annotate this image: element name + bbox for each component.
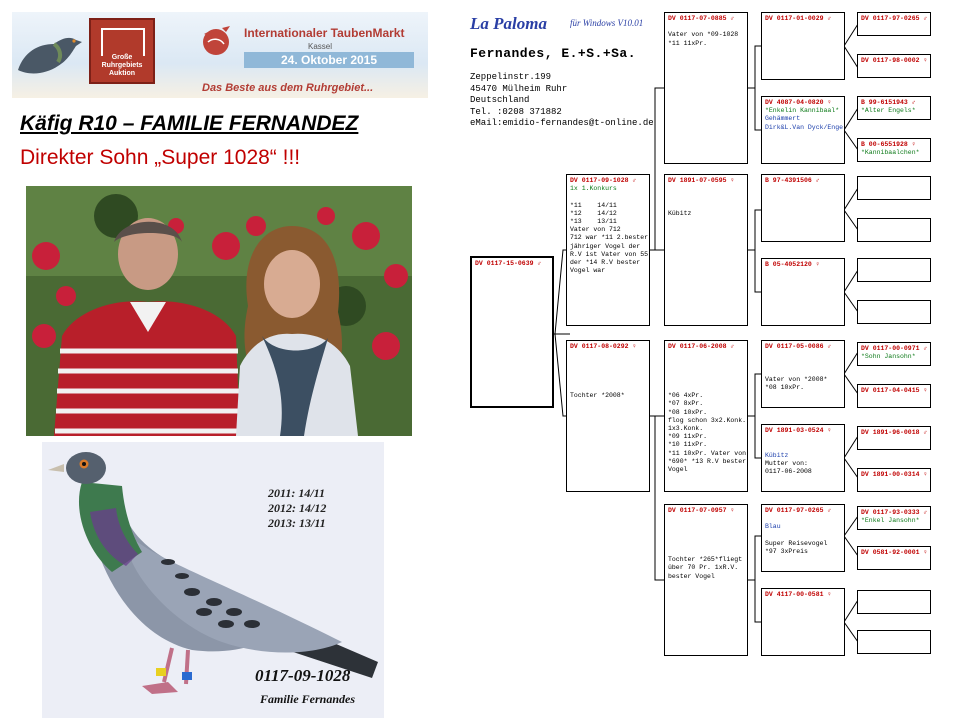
pedigree-box-subject: [470, 256, 554, 408]
pedigree-software-version: für Windows V10.01: [570, 18, 644, 28]
pedigree-note: [570, 193, 646, 201]
pedigree-note: [668, 515, 744, 523]
pigeon-ring-number: 0117-09-1028: [255, 666, 351, 685]
pedigree-note: jähriger Vogel der: [570, 242, 641, 250]
address-line: Tel. :0208 371882: [470, 106, 562, 117]
pedigree-note: [765, 351, 841, 359]
cage-heading: Käfig R10 – FAMILIE FERNANDEZ: [20, 112, 359, 135]
pedigree-note: *690* *13 R.V bester: [668, 457, 747, 465]
ring-number: DV 0117-15-0639 ♂: [475, 260, 542, 267]
ring-number: DV 4087-04-0820 ♀: [765, 99, 832, 106]
banner-date: 24. Oktober 2015: [244, 52, 414, 68]
pedigree-note: [668, 523, 744, 531]
pedigree-note: Dirk&L.Van Dyck/Enge: [765, 123, 844, 131]
pedigree-box-gen4: [857, 426, 931, 450]
ring-number: B 05-4052120 ♀: [765, 261, 820, 268]
pedigree-note: *97 3xPreis: [765, 548, 808, 556]
pedigree-note: *10 11xPr.: [668, 441, 708, 449]
pedigree-box-gen4: [857, 384, 931, 408]
banner-slogan: Das Beste aus dem Ruhrgebiet...: [202, 82, 374, 94]
pedigree-note: [570, 376, 646, 384]
pedigree-box-gen3: [761, 588, 845, 656]
pedigree-note: [570, 351, 646, 359]
pedigree-note: [570, 368, 646, 376]
pedigree-note: über 70 Pr. 1xR.V.: [668, 564, 739, 572]
pedigree-box-gen4: [857, 138, 931, 162]
ring-number: DV 0117-05-0086 ♂: [765, 343, 832, 350]
pedigree-note: der *14 R.V bester: [570, 259, 641, 267]
ring-number: DV 0581-92-0001 ♀: [861, 549, 928, 556]
pedigree-note: 0117-06-2008: [765, 468, 812, 476]
pedigree-box-gen3: [761, 258, 845, 326]
pedigree-note: [765, 435, 841, 443]
pedigree-note: R.V ist Vater von 55: [570, 250, 649, 258]
ring-number: DV 1891-03-0524 ♀: [765, 427, 832, 434]
pedigree-note: [668, 359, 744, 367]
pedigree-note: flog schon 3x2.Konk.: [668, 416, 747, 424]
pedigree-box-sire-dam: [664, 174, 748, 326]
ring-number: DV 0117-93-0333 ♂: [861, 509, 928, 516]
pedigree-box-gen4: [857, 218, 931, 242]
pedigree-note: *Sohn Jansohn*: [861, 353, 916, 361]
pedigree-note: Vogel war: [570, 267, 606, 275]
pedigree-note: Mutter von:: [765, 459, 808, 467]
pedigree-box-gen4: [857, 342, 931, 366]
pedigree-note: Kübitz: [668, 209, 692, 217]
result-line: 2012: 14/12: [268, 501, 327, 515]
address-line: Deutschland: [470, 95, 530, 105]
pedigree-note: *Enkelin Kannibaal*: [765, 107, 840, 115]
pedigree-note: [668, 540, 744, 548]
result-line: 2013: 13/11: [268, 516, 326, 530]
pedigree-note: *06 4xPr.: [668, 392, 704, 400]
pedigree-note: 1x3.Konk.: [668, 425, 704, 433]
ring-number: DV 4117-00-0581 ♀: [765, 591, 832, 598]
ring-number: DV 0117-04-0415 ♀: [861, 387, 928, 394]
pedigree-note: *09 11xPr.: [668, 433, 708, 441]
pedigree-note: 1x 1.Konkurs: [570, 185, 617, 193]
pigeon-card: [42, 442, 384, 718]
ring-number: DV 0117-97-0265 ♂: [765, 507, 832, 514]
pedigree-box-gen3: [761, 96, 845, 164]
pedigree-box-gen4: [857, 176, 931, 200]
pedigree-box-gen4: [857, 506, 931, 530]
pedigree-box-gen4: [857, 300, 931, 324]
pedigree-note: [765, 368, 841, 376]
ring-number: B 00-6551928 ♀: [861, 141, 916, 148]
ring-number: B 97-4391506 ♂: [765, 177, 820, 184]
pedigree-note: *Kannibaalchen*: [861, 149, 920, 157]
ring-number: DV 0117-07-0957 ♀: [668, 507, 735, 514]
pedigree-note: [668, 548, 744, 556]
banner-title: Internationaler TaubenMarkt: [244, 26, 405, 40]
result-line: 2011: 14/11: [268, 486, 326, 500]
pedigree-box-sire: [566, 174, 650, 326]
ring-number: DV 0117-00-0971 ♂: [861, 345, 928, 352]
pedigree-box-gen3: [761, 504, 845, 572]
pedigree-note: *12 14/12: [570, 209, 617, 217]
pedigree-box-dam-dam: [664, 504, 748, 656]
address-line: eMail:emidio-fernandes@t-online.de: [470, 118, 654, 128]
pedigree-note: *11 14/11: [570, 201, 617, 209]
pedigree-box-sire-sire: [664, 12, 748, 164]
pedigree-box-dam: [566, 340, 650, 492]
pedigree-note: *11 10xPr. Vater von: [668, 449, 747, 457]
ring-number: DV 0117-97-0265 ♂: [861, 15, 928, 22]
pedigree-note: Super Reisevogel: [765, 539, 828, 547]
pedigree-box-dam-sire: [664, 340, 748, 492]
pedigree-note: [765, 532, 841, 540]
pedigree-note: Kübitz: [765, 451, 789, 459]
pedigree-note: Blau: [765, 523, 781, 531]
address-line: 45470 Mülheim Ruhr: [470, 83, 568, 94]
pedigree-note: [668, 23, 744, 31]
race-results: [268, 486, 326, 531]
pedigree-owner: Fernandes, E.+S.+Sa.: [470, 46, 637, 61]
pedigree-box-gen4: [857, 12, 931, 36]
pedigree-note: Vater von *09-1028: [668, 31, 739, 39]
ring-number: DV 1891-00-0314 ♀: [861, 471, 928, 478]
auction-logo-text: Große Ruhrgebiets Auktion: [101, 54, 143, 77]
pedigree-note: [668, 368, 744, 376]
pedigree-note: *08 10xPr.: [668, 408, 708, 416]
auction-banner: [12, 12, 428, 98]
ring-number: B 99-6151943 ♂: [861, 99, 916, 106]
pedigree-box-gen4: [857, 590, 931, 614]
ring-number: DV 1891-07-0595 ♀: [668, 177, 735, 184]
pedigree-box-gen4: [857, 630, 931, 654]
pedigree-note: Vater von *2008*: [765, 375, 828, 383]
ring-number: DV 0117-08-0292 ♀: [570, 343, 637, 350]
ring-number: DV 0117-06-2008 ♂: [668, 343, 735, 350]
pedigree-note: [668, 193, 744, 201]
ring-number: DV 0117-98-0002 ♀: [861, 57, 928, 64]
pigeon-family-name: Familie Fernandes: [260, 692, 356, 706]
pedigree-note: *Alter Engels*: [861, 107, 916, 115]
pedigree-note: Vater von 712: [570, 226, 621, 234]
pedigree-box-gen4: [857, 54, 931, 78]
pedigree-box-gen4: [857, 546, 931, 570]
pedigree-note: [570, 359, 646, 367]
auction-logo: [89, 18, 155, 84]
pedigree-box-gen3: [761, 174, 845, 242]
address-line: Zeppelinstr.199: [470, 72, 552, 82]
pigeon-logo-icon: [14, 30, 84, 82]
ring-number: DV 1891-96-0018 ♂: [861, 429, 928, 436]
pedigree-box-gen3: [761, 340, 845, 408]
pedigree-note: [668, 376, 744, 384]
pedigree-software-logo: La Paloma: [470, 14, 547, 33]
pedigree-address: [470, 72, 654, 130]
pedigree-note: *11 11xPr.: [668, 39, 708, 47]
pedigree-note: [668, 384, 744, 392]
pedigree-note: [668, 532, 744, 540]
pedigree-note: [765, 515, 841, 523]
pedigree-note: [668, 202, 744, 210]
pedigree-note: Vogel: [668, 466, 688, 474]
pedigree-note: Tochter *265*fliegt: [668, 556, 743, 564]
pedigree-note: [765, 359, 841, 367]
pedigree-box-gen4: [857, 96, 931, 120]
direct-son-heading: Direkter Sohn „Super 1028“ !!!: [20, 146, 301, 169]
pedigree-note: 712 war *11 2.bester: [570, 234, 649, 242]
pedigree-box-gen4: [857, 258, 931, 282]
pedigree-note: *Enkel Jansohn*: [861, 517, 920, 525]
pedigree-note: [765, 443, 841, 451]
pedigree-box-gen3: [761, 424, 845, 492]
ring-number: DV 0117-07-0885 ♂: [668, 15, 735, 22]
breeders-photo: [26, 186, 412, 436]
pedigree-note: bester Vogel: [668, 572, 715, 580]
pedigree-note: [668, 185, 744, 193]
pedigree-box-gen3: [761, 12, 845, 80]
pedigree-note: Gehämmert: [765, 115, 801, 123]
pedigree-note: [570, 384, 646, 392]
pedigree-note: Tochter *2008*: [570, 392, 625, 400]
ring-number: DV 0117-09-1028 ♂: [570, 177, 637, 184]
pedigree-box-gen4: [857, 468, 931, 492]
banner-city: Kassel: [308, 42, 333, 51]
pedigree-note: *08 10xPr.: [765, 384, 805, 392]
ring-number: DV 0117-01-0029 ♂: [765, 15, 832, 22]
pedigree-note: *07 8xPr.: [668, 400, 704, 408]
pedigree-note: *13 13/11: [570, 218, 617, 226]
pedigree-note: [668, 351, 744, 359]
globe-doves-icon: [196, 20, 236, 60]
